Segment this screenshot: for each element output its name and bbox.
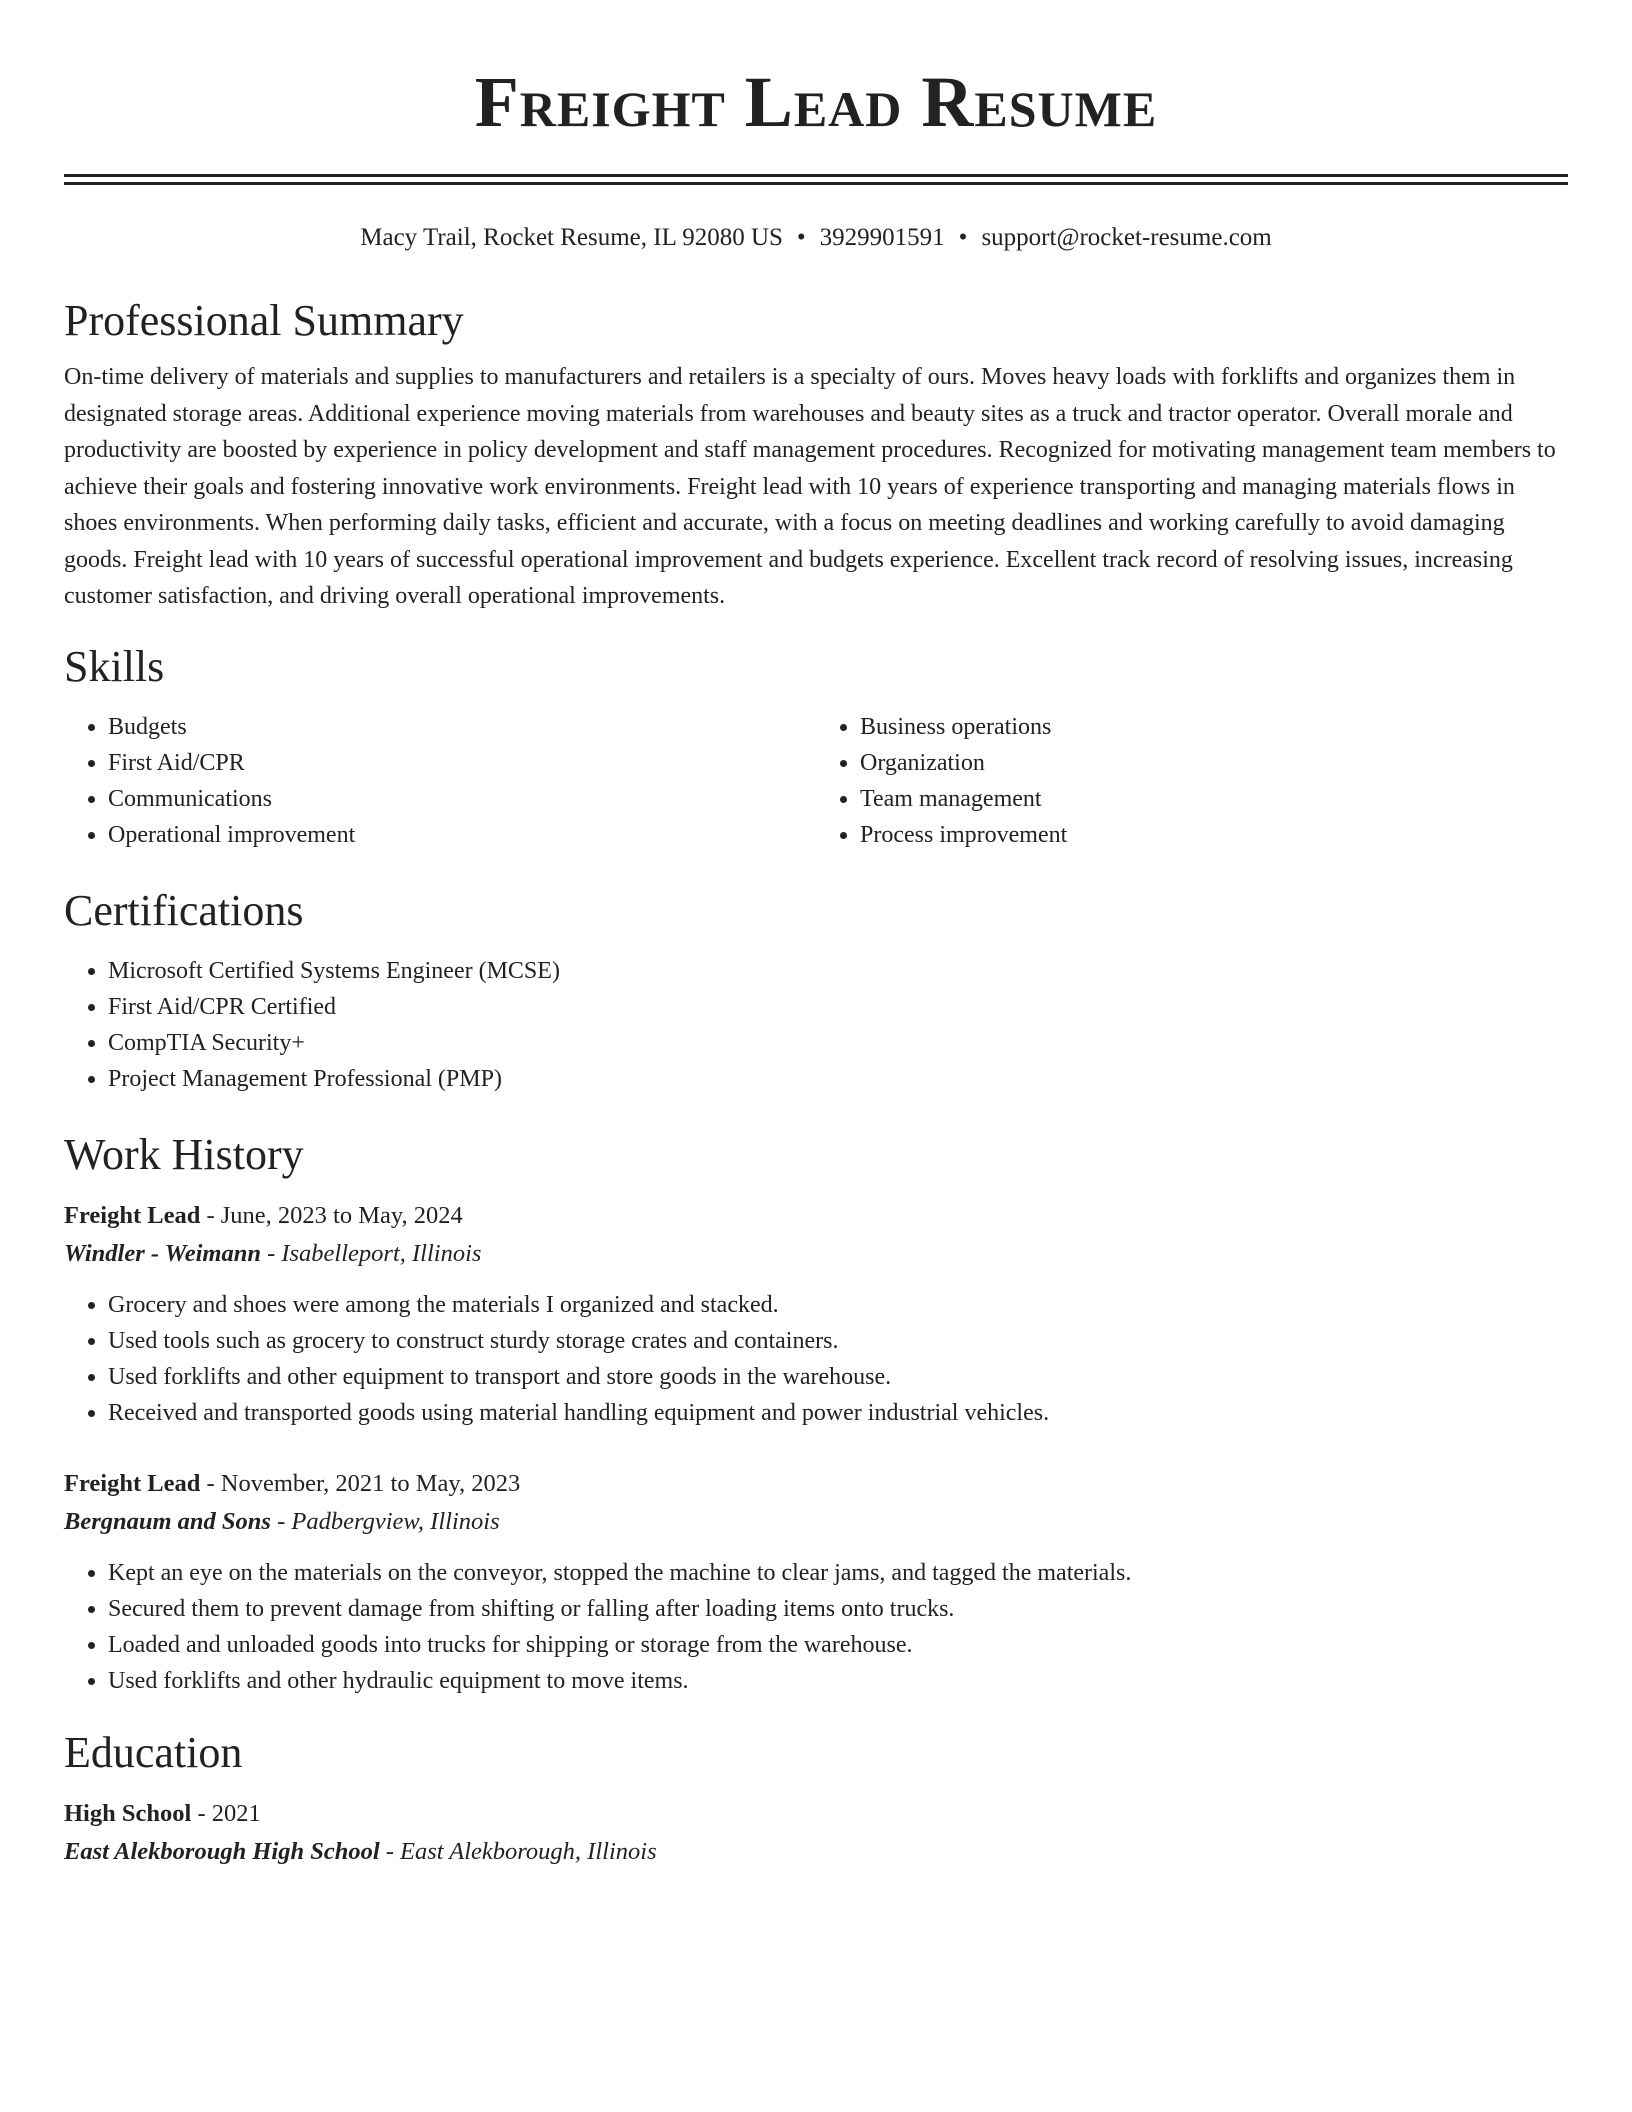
education-degree: High School	[64, 1799, 192, 1827]
job-employer	[64, 1503, 1568, 1541]
job-bullet: • Grocery and shoes were among the materials I organized and stacked.	[108, 1287, 1568, 1323]
education-year: - 2021	[191, 1799, 261, 1827]
education-heading: Education	[64, 1727, 243, 1777]
job-bullet: • Kept an eye on the materials on the conveyor, stopped the machine to clear jams, and tagged the materials.	[108, 1555, 1568, 1591]
certifications-heading: Certifications	[64, 885, 304, 935]
certification-item: • Project Management Professional (PMP)	[108, 1061, 1568, 1097]
contact-email: support@rocket-resume.com	[981, 224, 1272, 251]
skill-item: • Process improvement	[860, 817, 1568, 853]
work-history-heading: Work History	[64, 1129, 304, 1179]
education-header	[64, 1795, 1568, 1833]
job-header	[64, 1465, 1568, 1503]
job-bullet: • Used tools such as grocery to construct sturdy storage crates and containers.	[108, 1323, 1568, 1359]
job-bullets	[64, 1555, 1568, 1699]
job-dates: - November, 2021 to May, 2023	[200, 1469, 521, 1497]
certification-item: • Microsoft Certified Systems Engineer (MCSE)	[108, 953, 1568, 989]
education-school: East Alekborough High School	[64, 1837, 380, 1865]
contact-separator: •	[958, 224, 968, 251]
job-company: Windler - Weimann	[64, 1239, 261, 1267]
job-employer	[64, 1235, 1568, 1273]
contact-address: Macy Trail, Rocket Resume, IL 92080 US	[360, 224, 783, 251]
certifications-section	[64, 883, 1568, 1097]
job-company: Bergnaum and Sons	[64, 1507, 271, 1535]
skill-item: • Team management	[860, 781, 1568, 817]
skill-item: • Business operations	[860, 709, 1568, 745]
resume-title: Freight Lead Resume	[474, 62, 1158, 142]
job-bullet: • Received and transported goods using material handling equipment and power industrial vehicles.	[108, 1395, 1568, 1431]
job-bullet: • Secured them to prevent damage from shifting or falling after loading items onto trucks.	[108, 1591, 1568, 1627]
job-entry	[64, 1465, 1568, 1699]
certification-item: • CompTIA Security+	[108, 1025, 1568, 1061]
skills-grid	[64, 709, 1568, 853]
education-location: - East Alekborough, Illinois	[379, 1837, 657, 1865]
job-title: Freight Lead	[64, 1469, 201, 1497]
skill-item: • Organization	[860, 745, 1568, 781]
job-location: - Padbergview, Illinois	[270, 1507, 500, 1535]
summary-text: On-time delivery of materials and supplies to manufacturers and retailers is a specialty of ours. Moves heavy loads with forklifts and organizes them in designated storage areas. Additional experience moving materials from warehouses and beauty sites as a truck and tractor operator. Overall morale and productivity are boosted by experience in policy development and staff management procedures. Recognized for motivating management team members to achieve their goals and fostering innovative work environments. Freight lead with 10 years of experience transporting and managing materials flows in shoes environments. When performing daily tasks, efficient and accurate, with a focus on meeting deadlines and working carefully to avoid damaging goods. Freight lead with 10 years of successful operational improvement and budgets experience. Excellent track record of resolving issues, increasing customer satisfaction, and driving overall operational improvements.	[64, 364, 1556, 609]
skills-list-left	[64, 709, 816, 853]
skill-item: • Operational improvement	[108, 817, 816, 853]
job-header	[64, 1197, 1568, 1235]
contact-line	[64, 221, 1568, 255]
skill-item: • Communications	[108, 781, 816, 817]
job-entry	[64, 1197, 1568, 1431]
work-history-section	[64, 1127, 1568, 1699]
summary-section	[64, 293, 1568, 615]
certification-item: • First Aid/CPR Certified	[108, 989, 1568, 1025]
contact-phone: 3929901591	[819, 224, 945, 251]
job-location: - Isabelleport, Illinois	[260, 1239, 482, 1267]
skills-section	[64, 639, 1568, 853]
job-title: Freight Lead	[64, 1201, 201, 1229]
job-bullet: • Used forklifts and other equipment to transport and store goods in the warehouse.	[108, 1359, 1568, 1395]
job-bullet: • Used forklifts and other hydraulic equipment to move items.	[108, 1663, 1568, 1699]
skill-item: • Budgets	[108, 709, 816, 745]
skills-list-right	[816, 709, 1568, 853]
skills-heading: Skills	[64, 641, 165, 691]
education-school-line	[64, 1833, 1568, 1871]
education-section	[64, 1725, 1568, 1871]
skill-item: • First Aid/CPR	[108, 745, 816, 781]
job-bullets	[64, 1287, 1568, 1431]
job-dates: - June, 2023 to May, 2024	[200, 1201, 463, 1229]
title-divider	[64, 174, 1568, 185]
summary-heading: Professional Summary	[64, 296, 464, 345]
job-bullet: • Loaded and unloaded goods into trucks for shipping or storage from the warehouse.	[108, 1627, 1568, 1663]
contact-separator: •	[796, 224, 806, 251]
certifications-list	[64, 953, 1568, 1097]
